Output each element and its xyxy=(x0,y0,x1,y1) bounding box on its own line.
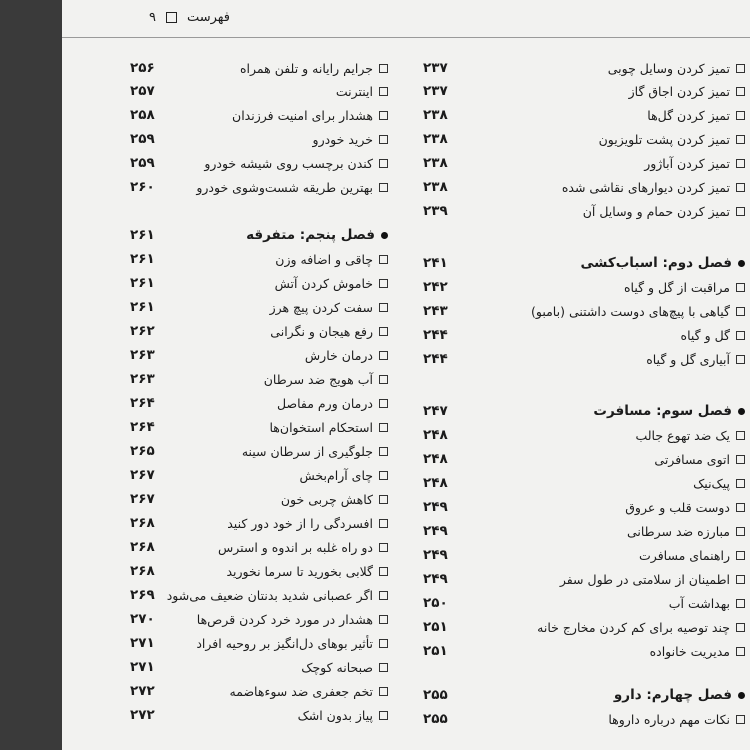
toc-page-number: ۲۴۲ xyxy=(423,279,448,295)
book-page xyxy=(62,0,750,750)
toc-page-number: ۲۶۷ xyxy=(130,467,155,483)
toc-entry-label: تمیز کردن گل‌ها xyxy=(647,107,730,123)
toc-entry xyxy=(240,57,388,79)
toc-page-number: ۲۶۳ xyxy=(130,347,155,363)
toc-entry-label: اطمینان از سلامتی در طول سفر xyxy=(559,571,730,587)
toc-page-number: ۲۷۲ xyxy=(130,707,155,723)
checkbox-icon xyxy=(736,307,745,316)
toc-entry xyxy=(639,544,745,566)
toc-page-number: ۲۵۱ xyxy=(423,619,448,635)
toc-page-number: ۲۶۰ xyxy=(130,179,155,195)
toc-entry-label: فصل چهارم: دارو xyxy=(613,687,732,703)
toc-entry-label: بهداشت آب xyxy=(668,595,730,611)
checkbox-icon xyxy=(736,431,745,440)
checkbox-icon xyxy=(379,615,388,624)
toc-entry xyxy=(627,520,745,542)
toc-entry xyxy=(647,104,745,126)
checkbox-icon xyxy=(379,663,388,672)
checkbox-icon xyxy=(379,183,388,192)
toc-page-number: ۲۳۸ xyxy=(423,131,448,147)
checkbox-icon xyxy=(379,159,388,168)
toc-entry xyxy=(635,424,745,446)
toc-entry-label: تخم جعفری ضد سوءهاضمه xyxy=(229,683,373,699)
toc-entry xyxy=(230,680,388,702)
checkbox-icon xyxy=(379,519,388,528)
toc-entry xyxy=(281,488,388,510)
toc-page-number: ۲۳۸ xyxy=(423,179,448,195)
toc-entry-label: دو راه غلبه بر اندوه و استرس xyxy=(217,539,373,555)
toc-page-number: ۲۴۴ xyxy=(423,327,448,343)
toc-page-number: ۲۶۸ xyxy=(130,539,155,555)
checkbox-icon xyxy=(736,551,745,560)
checkbox-icon xyxy=(379,87,388,96)
checkbox-icon xyxy=(379,495,388,504)
toc-entry-label: پیاز بدون اشک xyxy=(297,707,373,723)
toc-entry xyxy=(560,568,745,590)
toc-page-number: ۲۴۹ xyxy=(423,499,448,515)
toc-entry-label: درمان ورم مفاصل xyxy=(277,395,373,411)
toc-entry xyxy=(196,176,388,198)
checkbox-icon xyxy=(736,64,745,73)
toc-entry-label: چاقی و اضافه وزن xyxy=(275,251,373,267)
toc-entry-label: تمیز کردن وسایل چوبی xyxy=(607,60,730,76)
toc-page-number: ۲۴۹ xyxy=(423,571,448,587)
toc-entry xyxy=(298,704,388,726)
checkbox-icon xyxy=(736,455,745,464)
toc-page-number: ۲۶۲ xyxy=(130,323,155,339)
checkbox-icon xyxy=(379,591,388,600)
toc-page-number: ۲۶۹ xyxy=(130,587,155,603)
checkbox-icon xyxy=(379,423,388,432)
toc-entry-label: اینترنت xyxy=(335,83,373,99)
toc-entry xyxy=(227,512,388,534)
bullet-icon xyxy=(738,408,745,415)
bullet-icon xyxy=(738,260,745,267)
toc-entry-label: یک ضد تهوع جالب xyxy=(635,427,730,443)
checkbox-icon xyxy=(736,479,745,488)
toc-entry xyxy=(583,200,745,222)
toc-entry xyxy=(336,80,388,102)
checkbox-icon xyxy=(736,503,745,512)
toc-entry-label: کندن برچسب روی شیشه خودرو xyxy=(204,155,373,171)
toc-entry-label: چند توصیه برای کم کردن مخارج خانه xyxy=(537,619,730,635)
toc-entry xyxy=(650,640,745,662)
toc-page-number: ۲۴۸ xyxy=(423,427,448,443)
checkbox-icon xyxy=(736,183,745,192)
checkbox-icon xyxy=(379,399,388,408)
toc-entry xyxy=(167,584,388,606)
checkbox-icon xyxy=(736,623,745,632)
toc-entry xyxy=(301,656,388,678)
toc-entry xyxy=(264,368,388,390)
toc-entries xyxy=(62,0,750,750)
toc-entry xyxy=(644,152,745,174)
toc-entry-label: راهنمای مسافرت xyxy=(639,547,730,563)
toc-page-number: ۲۵۰ xyxy=(423,595,448,611)
toc-page-number: ۲۷۲ xyxy=(130,683,155,699)
toc-entry-label: مراقبت از گل و گیاه xyxy=(623,279,730,295)
toc-entry-label: درمان خارش xyxy=(304,347,373,363)
toc-entry xyxy=(531,300,745,322)
toc-page-number: ۲۶۱ xyxy=(130,227,155,243)
toc-entry-label: پیک‌نیک xyxy=(693,475,730,491)
toc-page-number: ۲۵۷ xyxy=(130,83,155,99)
toc-page-number: ۲۳۷ xyxy=(423,83,448,99)
toc-page-number: ۲۴۸ xyxy=(423,475,448,491)
toc-entry-label: گل و گیاه xyxy=(680,327,730,343)
toc-entry xyxy=(608,708,745,730)
toc-entry xyxy=(270,296,388,318)
toc-page-number: ۲۳۷ xyxy=(423,60,448,76)
toc-entry xyxy=(269,416,388,438)
header-title: فهرست xyxy=(186,10,230,25)
toc-entry-label: مبارزه ضد سرطانی xyxy=(626,523,730,539)
bullet-icon xyxy=(738,692,745,699)
checkbox-icon xyxy=(736,283,745,292)
toc-page-number: ۲۴۹ xyxy=(423,523,448,539)
checkbox-icon xyxy=(379,375,388,384)
toc-entry-label: سفت کردن پیچ هرز xyxy=(269,299,373,315)
toc-page-number: ۲۶۱ xyxy=(130,299,155,315)
checkbox-icon xyxy=(379,351,388,360)
toc-page-number: ۲۶۴ xyxy=(130,419,155,435)
toc-entry xyxy=(313,128,388,150)
checkbox-icon xyxy=(736,575,745,584)
toc-entry-label: چای آرام‌بخش xyxy=(299,467,373,483)
toc-entry xyxy=(629,80,745,102)
toc-page-number: ۲۵۵ xyxy=(423,711,448,727)
toc-entry xyxy=(693,472,745,494)
checkbox-icon xyxy=(736,331,745,340)
toc-entry-label: آب هویج ضد سرطان xyxy=(263,371,373,387)
toc-page-number: ۲۵۹ xyxy=(130,131,155,147)
toc-entry-label: تمیز کردن اجاق گاز xyxy=(628,83,730,99)
toc-entry-label: تمیز کردن آباژور xyxy=(644,155,730,171)
toc-page-number: ۲۴۹ xyxy=(423,547,448,563)
toc-entry xyxy=(599,128,745,150)
toc-entry xyxy=(242,440,388,462)
toc-entry-label: خرید خودرو xyxy=(312,131,373,147)
toc-page-number: ۲۵۶ xyxy=(130,60,155,76)
toc-entry xyxy=(300,464,389,486)
toc-entry-label: اگر عصبانی شدید بدنتان ضعیف می‌شود xyxy=(166,587,373,603)
toc-entry-label: گیاهی با پیچ‌های دوست داشتنی (بامبو) xyxy=(531,303,730,319)
toc-entry xyxy=(681,324,745,346)
toc-section-heading xyxy=(593,400,745,422)
checkbox-icon xyxy=(379,327,388,336)
toc-page-number: ۲۴۷ xyxy=(423,403,448,419)
checkbox-icon xyxy=(379,64,388,73)
toc-entry-label: افسردگی را از خود دور کنید xyxy=(227,515,373,531)
page-number: ۹ xyxy=(148,10,156,25)
toc-page-number: ۲۵۱ xyxy=(423,643,448,659)
toc-entry xyxy=(197,608,388,630)
toc-page-number: ۲۴۴ xyxy=(423,351,448,367)
toc-entry-label: اتوی مسافرتی xyxy=(654,451,730,467)
toc-entry-label: جرایم رایانه و تلفن همراه xyxy=(240,60,373,76)
toc-entry-label: گلابی بخورید تا سرما نخورید xyxy=(226,563,373,579)
toc-entry-label: فصل پنجم: متفرقه xyxy=(246,227,375,243)
checkbox-icon xyxy=(379,639,388,648)
toc-entry-label: هشدار در مورد خرد کردن قرص‌ها xyxy=(196,611,373,627)
toc-section-heading xyxy=(614,684,745,706)
toc-entry-label: دوست قلب و عروق xyxy=(625,499,730,515)
toc-entry-label: کاهش چربی خون xyxy=(280,491,373,507)
checkbox-icon xyxy=(736,599,745,608)
checkbox-icon xyxy=(379,567,388,576)
toc-entry xyxy=(218,536,388,558)
checkbox-icon xyxy=(379,279,388,288)
toc-page-number: ۲۷۱ xyxy=(130,635,155,651)
checkbox-icon xyxy=(736,87,745,96)
checkbox-icon xyxy=(379,711,388,720)
toc-page-number: ۲۷۱ xyxy=(130,659,155,675)
toc-entry xyxy=(305,344,388,366)
toc-page-number: ۲۴۱ xyxy=(423,255,448,271)
checkbox-icon xyxy=(736,355,745,364)
toc-entry-label: صبحانه کوچک xyxy=(301,659,373,675)
toc-entry-label: فصل دوم: اسباب‌کشی xyxy=(580,255,732,271)
toc-page-number: ۲۶۸ xyxy=(130,563,155,579)
toc-entry xyxy=(562,176,745,198)
toc-section-heading xyxy=(581,252,746,274)
toc-entry xyxy=(537,616,745,638)
toc-entry-label: مدیریت خانواده xyxy=(649,643,730,659)
toc-entry-label: آبیاری گل و گیاه xyxy=(646,351,730,367)
toc-page-number: ۲۶۸ xyxy=(130,515,155,531)
checkbox-icon xyxy=(379,303,388,312)
toc-entry-label: بهترین طریقه شست‌وشوی خودرو xyxy=(196,179,373,195)
toc-entry-label: هشدار برای امنیت فرزندان xyxy=(232,107,373,123)
toc-entry-label: فصل سوم: مسافرت xyxy=(593,403,732,419)
toc-entry-label: تمیز کردن حمام و وسایل آن xyxy=(582,203,730,219)
toc-entry xyxy=(196,632,388,654)
toc-entry xyxy=(226,560,388,582)
toc-entry xyxy=(625,496,745,518)
toc-entry-label: رفع هیجان و نگرانی xyxy=(270,323,373,339)
toc-entry-label: تأثیر بوهای دل‌انگیز بر روحیه افراد xyxy=(196,635,373,651)
checkbox-icon xyxy=(379,447,388,456)
toc-entry xyxy=(654,448,745,470)
toc-page-number: ۲۵۸ xyxy=(130,107,155,123)
toc-entry-label: جلوگیری از سرطان سینه xyxy=(241,443,373,459)
toc-section-heading xyxy=(246,224,388,246)
toc-entry xyxy=(608,57,745,79)
toc-page-number: ۲۳۸ xyxy=(423,107,448,123)
checkbox-icon xyxy=(379,471,388,480)
toc-entry-label: نکات مهم درباره داروها xyxy=(608,711,730,727)
checkbox-icon xyxy=(736,715,745,724)
toc-page-number: ۲۶۵ xyxy=(130,443,155,459)
checkbox-icon xyxy=(736,135,745,144)
checkbox-icon xyxy=(736,527,745,536)
checkbox-icon xyxy=(379,111,388,120)
toc-entry xyxy=(277,392,388,414)
toc-page-number: ۲۷۰ xyxy=(130,611,155,627)
toc-page-number: ۲۶۱ xyxy=(130,251,155,267)
checkbox-icon xyxy=(379,543,388,552)
toc-page-number: ۲۵۵ xyxy=(423,687,448,703)
toc-entry-label: خاموش کردن آتش xyxy=(274,275,373,291)
toc-page-number: ۲۴۸ xyxy=(423,451,448,467)
toc-entry-label: تمیز کردن پشت تلویزیون xyxy=(598,131,730,147)
toc-entry xyxy=(275,272,388,294)
toc-entry xyxy=(204,152,388,174)
checkbox-icon xyxy=(736,159,745,168)
toc-entry xyxy=(270,320,388,342)
checkbox-icon xyxy=(736,207,745,216)
toc-page-number: ۲۶۴ xyxy=(130,395,155,411)
bullet-icon xyxy=(381,232,388,239)
toc-page-number: ۲۴۳ xyxy=(423,303,448,319)
toc-page-number: ۲۶۱ xyxy=(130,275,155,291)
toc-page-number: ۲۳۹ xyxy=(423,203,448,219)
checkbox-icon xyxy=(379,255,388,264)
toc-entry-label: تمیز کردن دیوارهای نقاشی شده xyxy=(561,179,730,195)
toc-page-number: ۲۵۹ xyxy=(130,155,155,171)
checkbox-icon xyxy=(379,687,388,696)
toc-entry-label: استحکام استخوان‌ها xyxy=(269,419,373,435)
toc-page-number: ۲۶۳ xyxy=(130,371,155,387)
toc-page-number: ۲۳۸ xyxy=(423,155,448,171)
checkbox-icon xyxy=(736,111,745,120)
toc-entry xyxy=(669,592,745,614)
toc-entry xyxy=(624,276,745,298)
checkbox-icon xyxy=(736,647,745,656)
checkbox-icon xyxy=(379,135,388,144)
toc-entry xyxy=(232,104,388,126)
toc-entry xyxy=(646,348,745,370)
toc-entry xyxy=(275,248,388,270)
toc-page-number: ۲۶۷ xyxy=(130,491,155,507)
